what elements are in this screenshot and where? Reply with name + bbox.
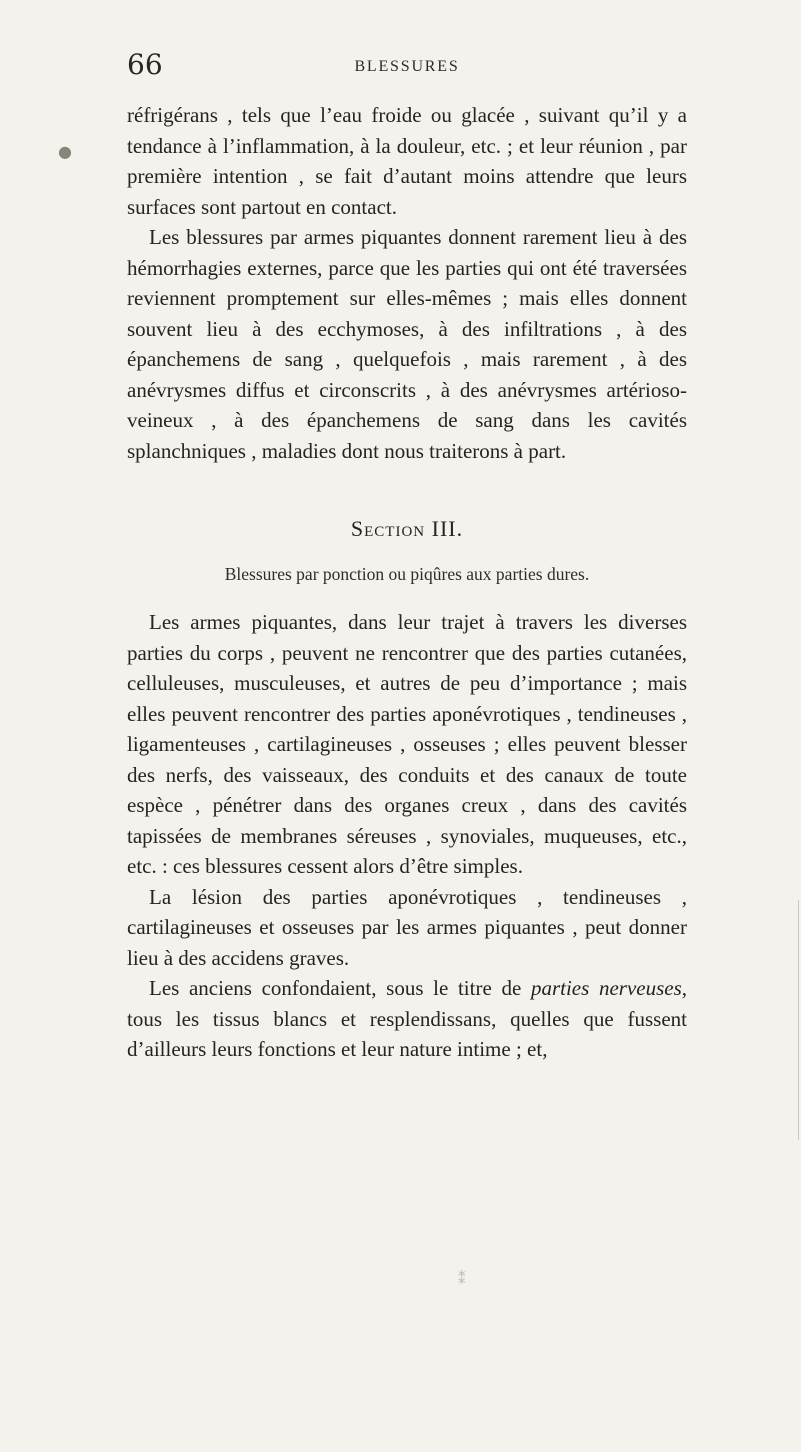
section-subtitle: Blessures par ponction ou piqûres aux parties dures. [224, 563, 590, 584]
page-body [127, 100, 687, 1065]
paragraph-continued: réfrigérans , tels que l’eau froide ou glacée , suivant qu’il y a tendance à l’inflammation, à la douleur, etc. ; et leur réunion , par première intention , se fait d’autant moins attendre que leurs surfaces sont partout en contact. [127, 103, 687, 219]
page-number: 66 [127, 48, 163, 81]
running-title: BLESSURES [354, 58, 460, 75]
page-edge-shadow [798, 900, 799, 1140]
paragraph-ancients-end: tous les tissus blancs et resplendissans, quelles que fussent d’ailleurs leurs fonctions et leur nature intime ; et, [127, 1006, 687, 1061]
paragraph-piercing-weapons: Les armes piquantes, dans leur trajet à travers les diverses parties du corps , peuvent ne rencontrer que des parties cutanées, celluleuses, musculeuses, et autres de peu d’importance ; mais elles peuvent rencontrer des parties aponévrotiques , tendineuses , ligamenteuses , cartilagineuses , osseuses ; elles peuvent blesser des nerfs, des vaisseaux, des conduits et des canaux de toute espèce , pénétrer dans des organes creux , dans des cavités tapissées de membranes séreuses , synoviales, muqueuses, etc., etc. : ces blessures cessent alors d’être simples. [127, 610, 687, 878]
paragraph-ancients [127, 973, 687, 1065]
scan-artifact-mark: ⁑ [458, 1270, 466, 1288]
paragraph-ancients-start: Les anciens confondaient, sous le titre de [149, 976, 522, 1000]
paragraph-hemorrhages: Les blessures par armes piquantes donnent rarement lieu à des hémorrhagies externes, parce que les parties qui ont été traversées reviennent promptement sur elles-mêmes ; mais elles donnent souvent lieu à des ecchymoses, à des infiltrations , à des épanchemens de sang , quelquefois , mais rarement , à des anévrysmes diffus et circonscrits , à des anévrysmes artérioso-veineux , à des épanchemens de sang dans les cavités splanchniques , maladies dont nous traiterons à part. [127, 225, 687, 463]
italic-term: parties nerveuses, [530, 976, 687, 1000]
section-heading: Section III. [350, 516, 464, 541]
paragraph-lesion: La lésion des parties aponévrotiques , tendineuses , cartilagineuses et osseuses par les armes piquantes , peut donner lieu à des accidens graves. [127, 884, 687, 970]
page-header [127, 48, 687, 94]
margin-mark: ● [58, 142, 72, 161]
